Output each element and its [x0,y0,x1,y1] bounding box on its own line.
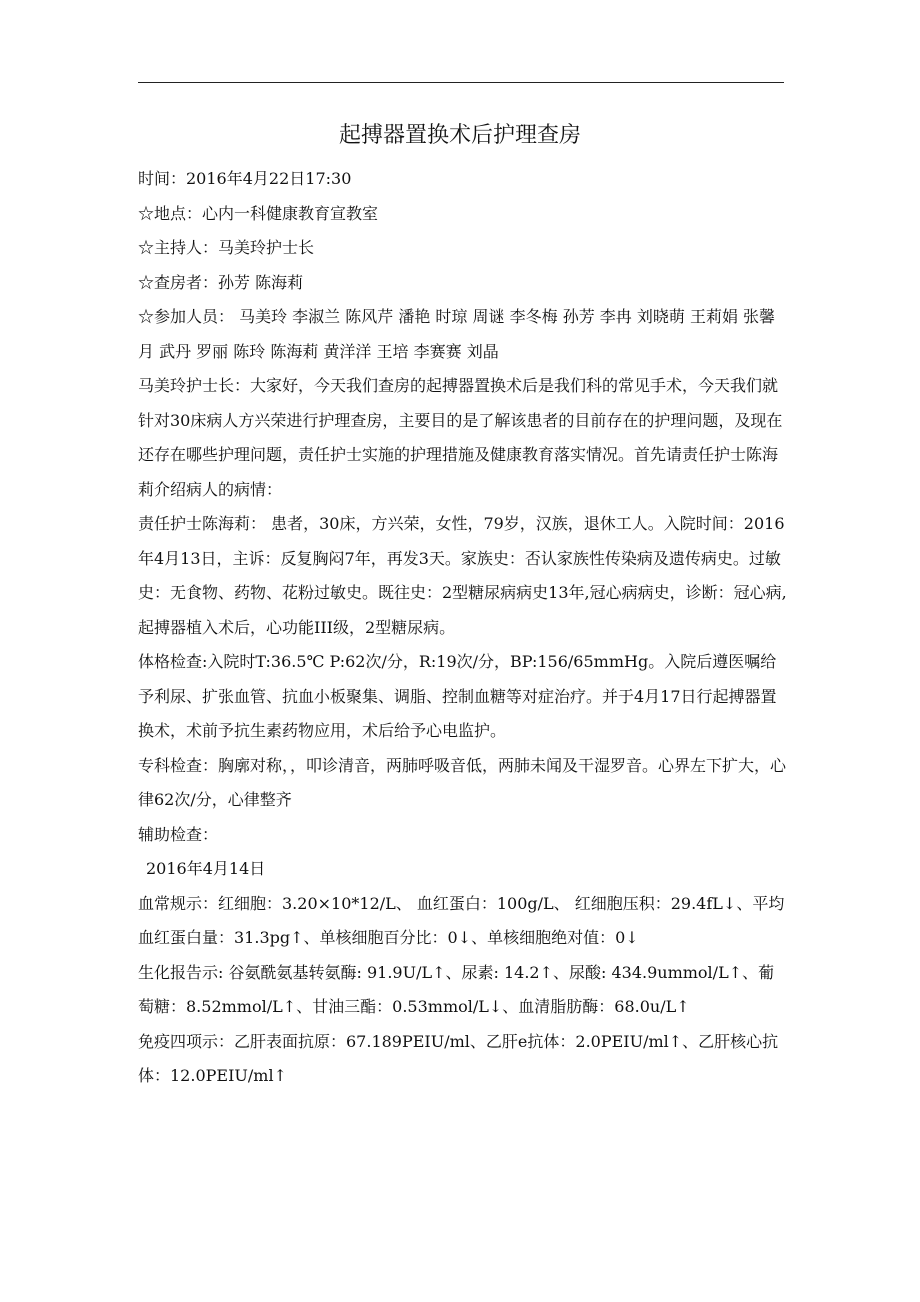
paragraph-time: 时间：2016年4月22日17:30 [138,169,352,188]
paragraph-location: ☆地点：心内一科健康教育宣教室 [138,203,379,223]
header-rule [138,82,784,83]
document-title: 起搏器置换术后护理查房 [338,123,581,148]
paragraph-host: ☆主持人：马美玲护士长 [138,238,315,257]
paragraph-blood-routine: 血常规示：红细胞：3.20×10*12/L、 血红蛋白：100g/L、 红细胞压积：29.4fL↓、平均血红蛋白量：31.3pg↑、单核细胞百分比：0↓、单核细胞绝对值：0↓ [138,893,785,947]
paragraph-immunology: 免疫四项示：乙肝表面抗原：67.189PEIU/ml、乙肝e抗体：2.0PEIU/ml↑、乙肝核心抗体：12.0PEIU/ml↑ [138,1031,779,1085]
document-body [138,162,788,1094]
paragraph-exam-date: 2016年4月14日 [146,859,266,878]
paragraph-head-nurse-intro: 马美玲护士长：大家好，今天我们查房的起搏器置换术后是我们科的常见手术，今天我们就针对30床病人方兴荣进行护理查房，主要目的是了解该患者的目前存在的护理问题，及现在还存在哪些护理问题，责任护士实施的护理措施及健康教育落实情况。首先请责任护士陈海莉介绍病人的病情： [138,376,783,499]
paragraph-reviewers: ☆查房者：孙芳 陈海莉 [138,272,304,292]
paragraph-physical-exam: 体格检查:入院时T:36.5℃ P:62次/分，R:19次/分，BP:156/65mmHg。入院后遵医嘱给予利尿、扩张血管、抗血小板聚集、调脂、控制血糖等对症治疗。并于4月17日行起搏器置换术，术前予抗生素药物应用，术后给予心电监护。 [138,652,777,740]
paragraph-specialty-exam: 专科检查：胸廓对称，，叩诊清音，两肺呼吸音低，两肺未闻及干湿罗音。心界左下扩大，心律62次/分，心律整齐 [138,755,787,809]
paragraph-patient-history: 责任护士陈海莉： 患者，30床，方兴荣，女性，79岁，汉族，退休工人。入院时间：2016年4月13日，主诉：反复胸闷7年，再发3天。家族史：否认家族性传染病及遗传病史。过敏史：无食物、药物、花粉过敏史。既往史：2型糖尿病病史13年,冠心病病史，诊断：冠心病,起搏器植入术后，心功能III级，2型糖尿病。 [138,514,787,637]
paragraph-biochemistry: 生化报告示: 谷氨酰氨基转氨酶: 91.9U/L↑、尿素: 14.2↑、尿酸: 434.9ummol/L↑、葡萄糖：8.52mmol/L↑、甘油三酯：0.53mmol/L↓、血清脂肪酶：68.0u/L↑ [138,962,775,1016]
paragraph-participants: ☆参加人员： 马美玲 李淑兰 陈风芹 潘艳 时琼 周谜 李冬梅 孙芳 李冉 刘晓萌 王莉娟 张馨月 武丹 罗丽 陈玲 陈海莉 黄洋洋 王培 李赛赛 刘晶 [138,307,776,361]
paragraph-aux-exam-heading: 辅助检查： [138,824,219,844]
